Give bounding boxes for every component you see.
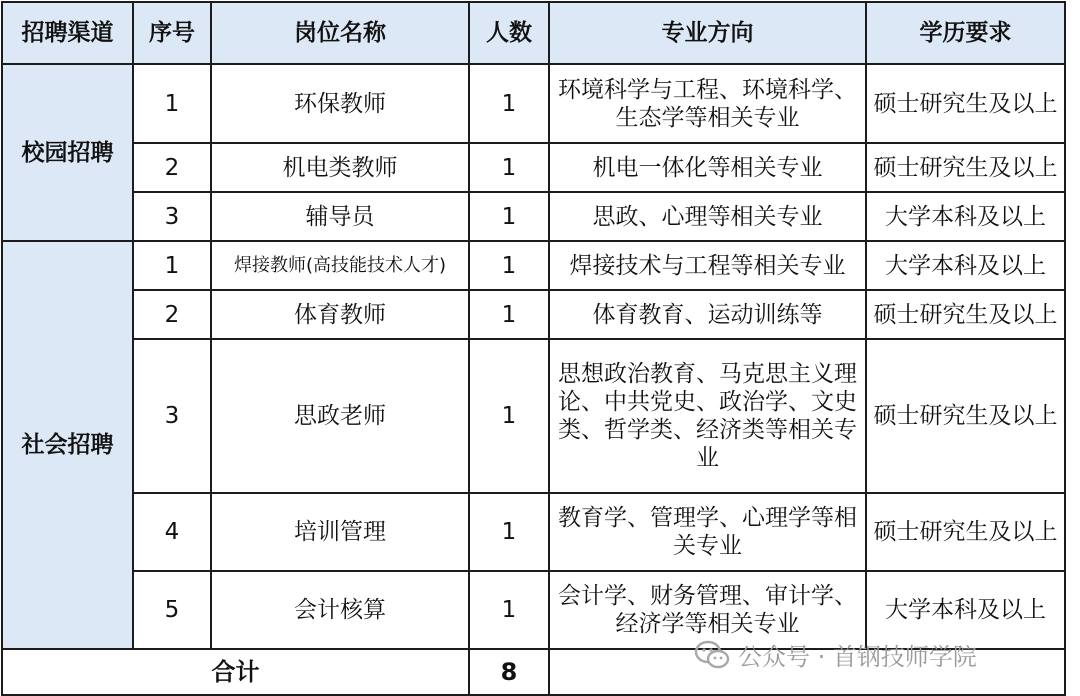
table-row [2, 143, 1065, 192]
row-number: 1 [133, 64, 211, 143]
row-number: 4 [133, 493, 211, 571]
row-major: 教育学、管理学、心理学等相关专业 [549, 493, 866, 571]
table-row [2, 192, 1065, 241]
total-label: 合计 [2, 649, 469, 695]
row-major: 思想政治教育、马克思主义理论、中共党史、政治学、文史类、哲学类、经济类等相关专业 [549, 339, 866, 493]
row-count: 1 [469, 571, 549, 649]
table-row [2, 493, 1065, 571]
channel-campus: 校园招聘 [2, 64, 133, 241]
row-position: 机电类教师 [211, 143, 469, 192]
header-education: 学历要求 [866, 2, 1065, 64]
row-major: 体育教育、运动训练等 [549, 290, 866, 339]
row-position: 思政老师 [211, 339, 469, 493]
row-position: 体育教师 [211, 290, 469, 339]
header-row [2, 2, 1065, 64]
header-count: 人数 [469, 2, 549, 64]
channel-social: 社会招聘 [2, 241, 133, 649]
row-position: 辅导员 [211, 192, 469, 241]
row-count: 1 [469, 241, 549, 290]
row-count: 1 [469, 290, 549, 339]
row-education: 硕士研究生及以上 [866, 290, 1065, 339]
row-education: 硕士研究生及以上 [866, 493, 1065, 571]
row-position: 会计核算 [211, 571, 469, 649]
table-row [2, 290, 1065, 339]
row-count: 1 [469, 64, 549, 143]
row-major: 焊接技术与工程等相关专业 [549, 241, 866, 290]
recruitment-table [1, 1, 1066, 696]
table-row [2, 241, 1065, 290]
row-number: 2 [133, 290, 211, 339]
watermark-text: 公众号 · 首钢技师学院 [738, 643, 977, 671]
row-education: 大学本科及以上 [866, 241, 1065, 290]
row-count: 1 [469, 493, 549, 571]
row-education: 大学本科及以上 [866, 571, 1065, 649]
watermark [694, 637, 977, 672]
header-channel: 招聘渠道 [2, 2, 133, 64]
row-education: 硕士研究生及以上 [866, 143, 1065, 192]
row-position: 环保教师 [211, 64, 469, 143]
row-education: 硕士研究生及以上 [866, 64, 1065, 143]
header-position: 岗位名称 [211, 2, 469, 64]
row-position: 焊接教师(高技能技术人才) [211, 241, 469, 290]
row-major: 思政、心理等相关专业 [549, 192, 866, 241]
row-number: 2 [133, 143, 211, 192]
total-value: 8 [469, 649, 549, 695]
table-row [2, 64, 1065, 143]
row-number: 3 [133, 192, 211, 241]
row-count: 1 [469, 339, 549, 493]
row-education: 大学本科及以上 [866, 192, 1065, 241]
row-major: 机电一体化等相关专业 [549, 143, 866, 192]
row-position: 培训管理 [211, 493, 469, 571]
row-number: 1 [133, 241, 211, 290]
row-education: 硕士研究生及以上 [866, 339, 1065, 493]
row-major: 环境科学与工程、环境科学、生态学等相关专业 [549, 64, 866, 143]
row-number: 5 [133, 571, 211, 649]
row-major: 会计学、财务管理、审计学、经济学等相关专业 [549, 571, 866, 649]
header-major: 专业方向 [549, 2, 866, 64]
table-row [2, 339, 1065, 493]
row-count: 1 [469, 143, 549, 192]
wechat-icon [694, 640, 730, 670]
row-number: 3 [133, 339, 211, 493]
row-count: 1 [469, 192, 549, 241]
header-number: 序号 [133, 2, 211, 64]
